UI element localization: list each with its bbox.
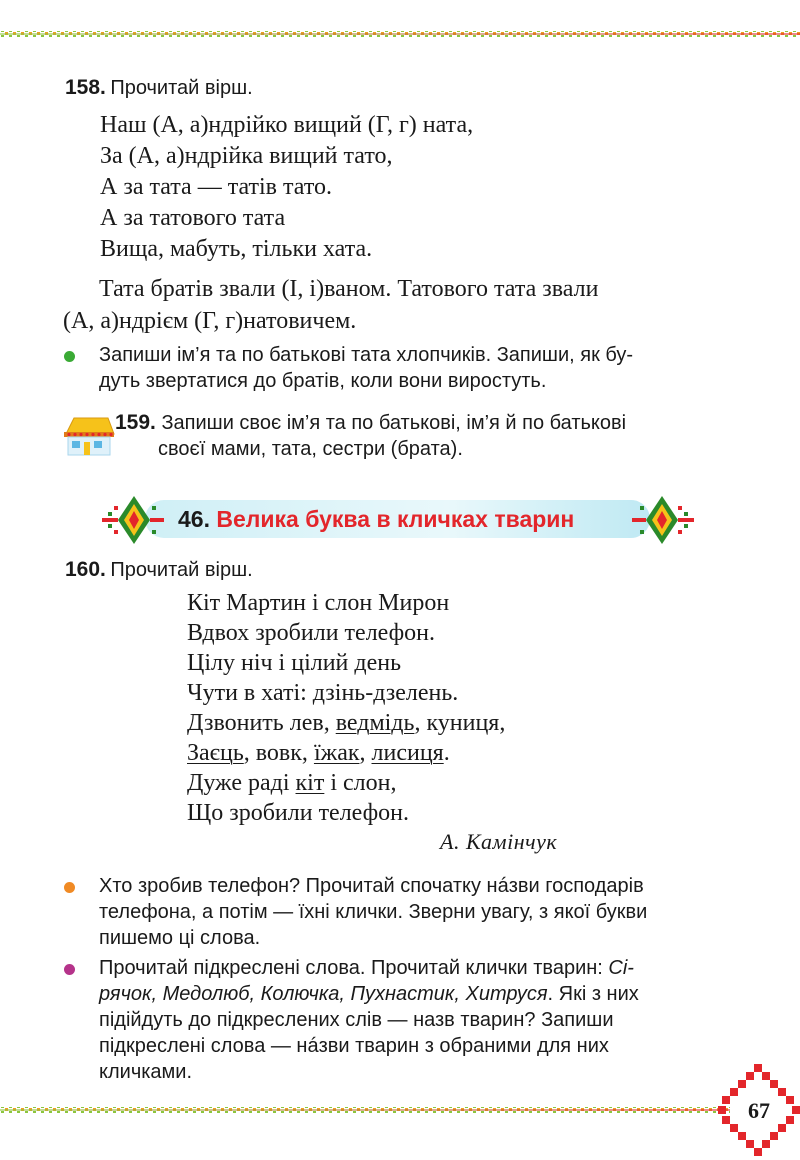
poem-line: За (А, а)ндрійка вищий тато, bbox=[100, 143, 393, 169]
exercise-number: 159. bbox=[115, 411, 156, 434]
exercise-159 bbox=[60, 410, 742, 462]
task-text: Прочитай підкреслені слова. Прочитай клички тварин: bbox=[99, 957, 609, 979]
poem-line bbox=[187, 768, 505, 798]
exercise-158-heading bbox=[65, 76, 253, 100]
task-line: дуть звертатися до братів, коли вони виростуть. bbox=[99, 370, 547, 392]
green-bullet-icon bbox=[64, 351, 75, 362]
poem-text: Дзвонить лев, bbox=[187, 710, 336, 736]
exercise-text: Запиши своє ім’я та по батькові, ім’я й по батькові bbox=[161, 412, 627, 434]
poem-author: А. Камінчук bbox=[440, 829, 558, 854]
task-160-2 bbox=[60, 955, 742, 1085]
task-160-1 bbox=[60, 873, 742, 951]
poem-line: А за татового тата bbox=[100, 205, 286, 231]
paragraph-line: Тата братів звали (І, і)ваном. Татового тата звали bbox=[99, 276, 599, 302]
exercise-instruction: Прочитай вірш. bbox=[110, 559, 253, 581]
section-number: 46. bbox=[178, 506, 210, 532]
italic-text: рячок, Медолюб, Колючка, Пухнастик, Хитруся bbox=[99, 983, 548, 1005]
section-heading-46 bbox=[100, 494, 695, 546]
exercise-number: 160. bbox=[65, 558, 106, 581]
paragraph-158 bbox=[63, 273, 741, 337]
poem-line: Вища, мабуть, тільки хата. bbox=[100, 236, 373, 262]
poem-text: Дуже раді bbox=[187, 770, 296, 796]
poem-line: Наш (А, а)ндрійко вищий (Г, г) ната, bbox=[100, 112, 474, 138]
poem-line: Що зробили телефон. bbox=[187, 800, 410, 826]
task-line: Хто зробив телефон? Прочитай спочатку нáзви господарів bbox=[99, 875, 644, 897]
task-line: кличками. bbox=[99, 1061, 193, 1083]
task-line: підкреслені слова — нáзви тварин з обраними для них bbox=[99, 1035, 609, 1057]
underlined-word: Заєць bbox=[187, 740, 244, 766]
orange-bullet-icon bbox=[64, 882, 75, 893]
underlined-word: ведмідь bbox=[335, 710, 415, 736]
underlined-word: лисиця bbox=[371, 740, 444, 766]
poem-line: Цілу ніч і цілий день bbox=[187, 650, 402, 676]
poem-line bbox=[187, 738, 505, 768]
exercise-text: своєї мами, тата, сестри (брата). bbox=[158, 438, 463, 460]
italic-text: Сі- bbox=[608, 957, 634, 979]
poem-line bbox=[187, 708, 505, 738]
poem-line: Кіт Мартин і слон Мирон bbox=[187, 590, 450, 616]
magenta-bullet-icon bbox=[64, 964, 75, 975]
task-line: Запиши ім’я та по батькові тата хлопчиків. Запиши, як бу- bbox=[99, 344, 634, 366]
poem-text: . bbox=[443, 740, 450, 766]
poem-text: і слон, bbox=[324, 770, 397, 796]
exercise-instruction: Прочитай вірш. bbox=[110, 77, 253, 99]
poem-158 bbox=[100, 110, 473, 265]
exercise-160-heading bbox=[65, 558, 253, 582]
task-text: . Які з них bbox=[547, 983, 639, 1005]
house-icon bbox=[60, 412, 116, 460]
poem-text: , вовк, bbox=[243, 740, 314, 766]
embroidery-ornament-right-icon bbox=[628, 494, 696, 546]
task-line: пишемо ці слова. bbox=[99, 927, 261, 949]
underlined-word: кіт bbox=[295, 770, 325, 796]
exercise-number: 158. bbox=[65, 76, 106, 99]
poem-text: , куниця, bbox=[414, 710, 506, 736]
top-decorative-border bbox=[0, 28, 800, 40]
poem-line: А за тата — татів тато. bbox=[100, 174, 332, 200]
task-line: підійдуть до підкреслених слів — назв тварин? Запиши bbox=[99, 1009, 614, 1031]
underlined-word: їжак bbox=[313, 740, 360, 766]
exercise-159-line1 bbox=[115, 410, 742, 436]
page-number: 67 bbox=[748, 1098, 770, 1123]
bottom-decorative-border bbox=[0, 1104, 730, 1116]
paragraph-line: (А, а)ндрієм (Г, г)натовичем. bbox=[63, 308, 357, 334]
embroidery-ornament-left-icon bbox=[100, 494, 168, 546]
poem-text: , bbox=[359, 740, 372, 766]
poem-line: Вдвох зробили телефон. bbox=[187, 620, 436, 646]
page-number-badge bbox=[718, 1062, 800, 1160]
task-line: телефона, а потім — їхні клички. Зверни увагу, з якої букви bbox=[99, 901, 648, 923]
task-line bbox=[99, 955, 742, 981]
section-title bbox=[178, 506, 574, 533]
poem-line: Чути в хаті: дзінь-дзелень. bbox=[187, 680, 459, 706]
poem-160 bbox=[187, 588, 505, 828]
task-158 bbox=[60, 342, 742, 394]
task-line bbox=[99, 981, 742, 1007]
section-title-text: Велика буква в кличках тварин bbox=[216, 506, 575, 532]
